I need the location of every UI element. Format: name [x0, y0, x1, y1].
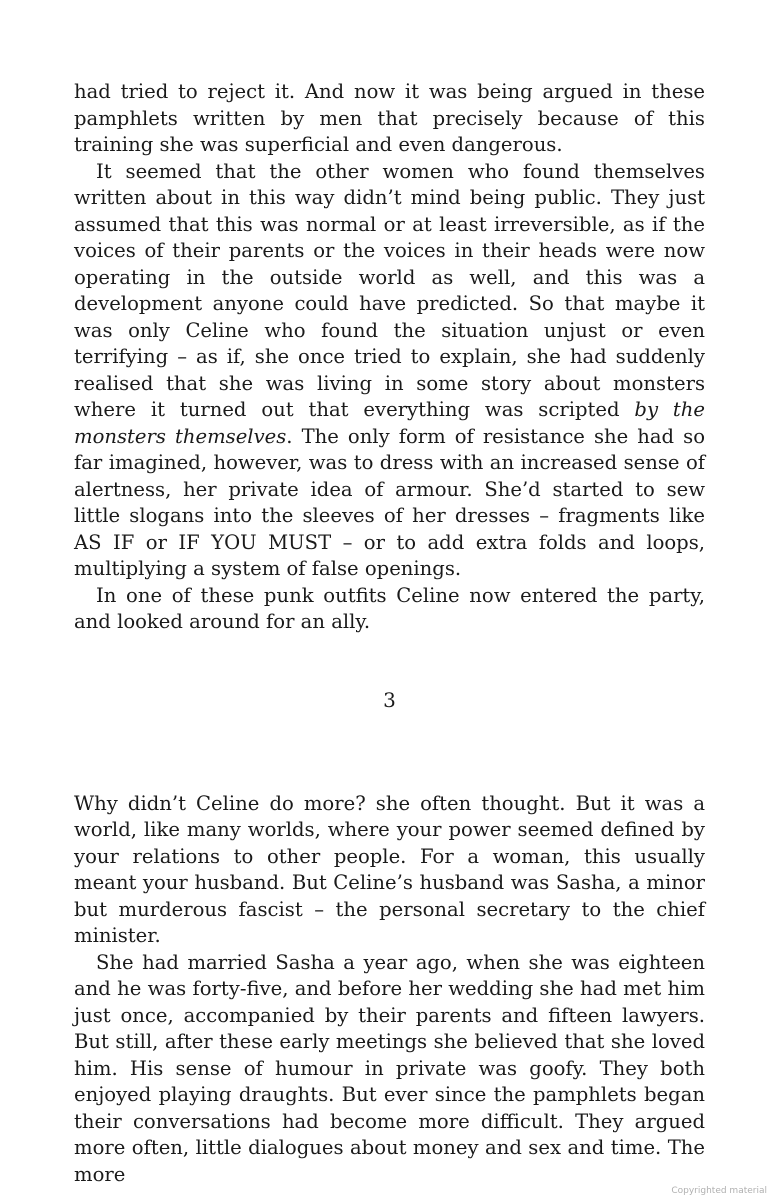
paragraph-2-italic: by the monsters themselves: [74, 398, 705, 448]
paragraph-4: Why didn’t Celine do more? she often thought. But it was a world, like many worlds, where your power seemed defined by your relations to other people. For a woman, this usually meant your husband. But Celine’s husband was Sasha, a minor but murderous fascist – the personal secretary to the chief minister.: [74, 791, 705, 947]
paragraph-3: In one of these punk outfits Celine now entered the party, and looked around for an ally.: [74, 583, 705, 633]
section-number: 3: [383, 687, 396, 712]
copyright-notice: Copyrighted material: [671, 1186, 767, 1196]
paragraph-5: She had married Sasha a year ago, when she was eighteen and he was forty-five, and before her wedding she had met him just once, accompanied by their parents and fifteen lawyers. But still, after these early meetings she believed that she loved him. His sense of humour in private was goofy. They both enjoyed playing draughts. But ever since the pamphlets began their conversations had become more difficult. They argued more often, little dialogues about money and sex and time. The more: [74, 950, 705, 1186]
paragraph-1: had tried to reject it. And now it was being argued in these pamphlets written by men that precisely because of this training she was superficial and even dangerous.: [74, 80, 705, 156]
paragraph-2-after: . The only form of resistance she had so far imagined, however, was to dress with an increased sense of alertness, her private idea of armour. She’d started to sew little slogans into the sleeves of her dresses – fragments like AS IF or IF YOU MUST – or to add extra folds and loops, multiplying a system of false openings.: [74, 424, 705, 580]
book-page: [74, 79, 705, 1188]
section-3-body: [74, 791, 705, 1189]
paragraph-2-text: It seemed that the other women who found themselves written about in this way didn’t mind being public. They just assumed that this was normal or at least irreversible, as if the voices of their parents or the voices in their heads were now operating in the outside world as well, and this was a development anyone could have predicted. So that maybe it was only Celine who found the situation unjust or even terrifying – as if, she once tried to explain, she had suddenly realised that she was living in some story about monsters where it turned out that everything was scripted: [74, 159, 705, 421]
paragraph-2: [74, 159, 705, 583]
